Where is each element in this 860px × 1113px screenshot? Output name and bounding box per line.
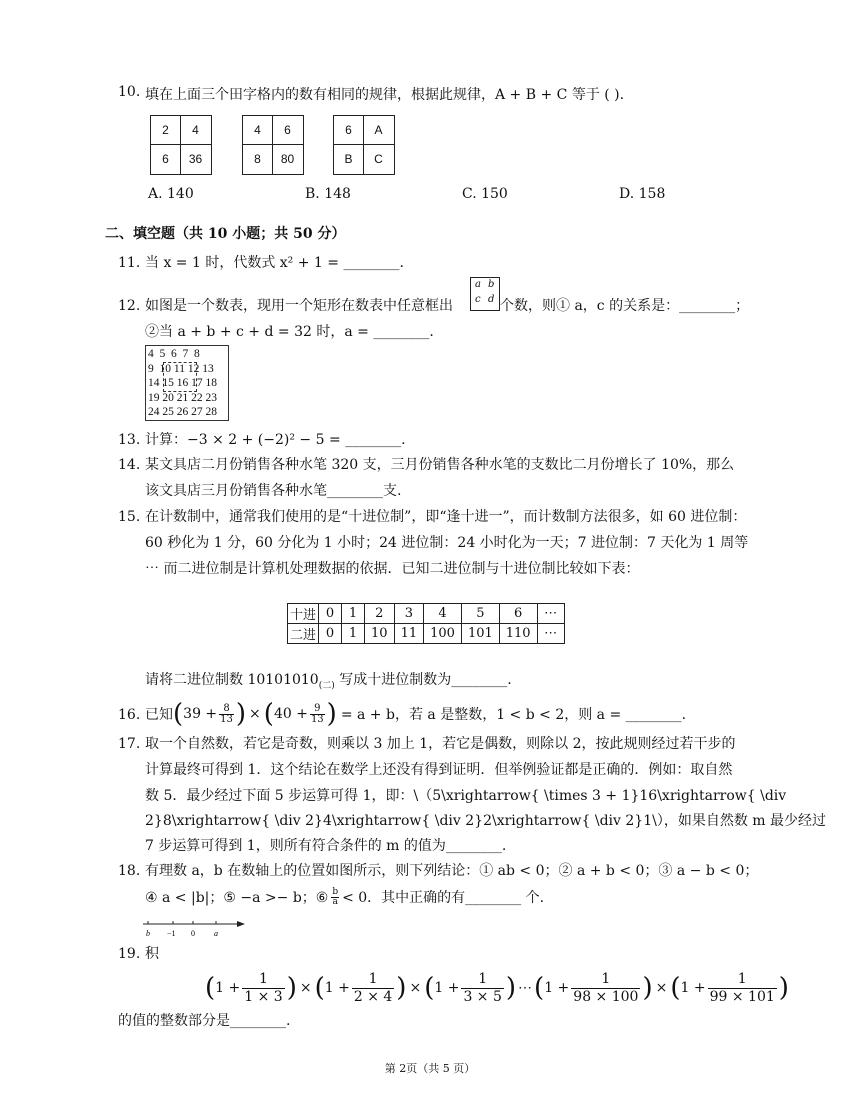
fraction-numerator: 1 [708,971,777,989]
grid-1-cell: 2 [162,123,169,137]
table-cell: ⋯ [537,604,564,624]
q16-fraction-1 [219,704,234,725]
paren-close: ) [778,973,789,1003]
q15-ask-suffix: 写成十进位制数为________. [334,672,512,688]
q15-ask-prefix: 请将二进位制数 10101010 [145,672,319,688]
table-cell: 11 [394,624,424,644]
q16-term2: 40 + [273,706,308,722]
paren-open: ( [424,973,435,1003]
table-cell: 十进 [288,604,319,624]
fraction-numerator: 1 [461,971,503,989]
q11-number: 11. [118,255,141,271]
times-sign: × [249,706,261,722]
q10-text: 填在上面三个田字格内的数有相同的规律，根据此规律，A + B + C 等于 ( ). [145,87,625,103]
binary-table [287,603,565,644]
table-cell: 0 [319,604,342,624]
grid-2-cell: 80 [280,152,295,166]
number-table-row: 9 10 11 12 13 [148,362,214,375]
number-line [143,918,245,940]
q12-number: 12. [118,298,141,314]
q15-ask-subscript: (二) [318,680,335,691]
q16-post: = a + b，若 a 是整数，1 < b < 2，则 a = ________. [340,707,687,723]
grid-2-cell: 6 [284,123,291,137]
grid-3-cell: A [374,123,383,137]
grid-1-cell: 6 [162,152,169,166]
table-cell: 2 [365,604,395,624]
q17-line1: 取一个自然数，若它是奇数，则乘以 3 加上 1，若它是偶数，则除以 2，按此规则经过若干步的 [145,736,736,752]
fraction-numerator: 1 [352,971,394,989]
q18-fraction [331,888,339,907]
fraction-denominator: a [332,896,338,907]
paren-close: ) [235,699,247,729]
paren-open: ( [314,973,325,1003]
q17-line5: 7 步运算可得到 1，则所有符合条件的 m 的值为________. [145,838,507,854]
q19-fraction-1 [242,971,284,1006]
fraction-denominator: 1 × 3 [244,988,283,1005]
table-cell: 101 [461,624,499,644]
q19-product: ( 1 + $\frac{1}{1 \times 3}$ ) × ( 1 + $\frac{1}{2 \times 4}$ ) × ( 1 + $\frac{1}{3 \times 5}$ ) ⋯ ( 1 + $\frac{1}{98 \times 100}$ ) × ( 1 + $\frac{1}{99 \times 101}$ ) [205,970,789,1005]
fraction-denominator: 2 × 4 [353,988,393,1005]
paren-close: ) [326,699,337,729]
mini-d: d [488,294,495,305]
grid-1-cell: 36 [188,152,203,166]
fraction-denominator: 3 × 5 [463,988,502,1005]
fraction-numerator: 8 [219,704,234,715]
q17-line2: 计算最终可得到 1．这个结论在数学上还没有得到证明．但举例验证都是正确的．例如：取自然 [145,762,733,778]
table-cell: 100 [424,624,462,644]
number-table-row: 14 15 16 17 18 [148,377,217,389]
binary-table-row-binary [288,624,565,644]
section-heading: 二、填空题（共 10 小题；共 50 分） [105,226,346,242]
q18-number: 18. [118,863,141,879]
q16-text [145,696,686,732]
q12-line2: ②当 a + b + c + d = 32 时，a = ________. [145,324,434,340]
table-cell: 3 [394,604,424,624]
table-cell: 二进 [288,624,319,644]
number-table-row: 19 20 21 22 23 [148,391,217,404]
q13-number: 13. [118,432,141,448]
mini-c: c [475,294,481,305]
paren-open: ( [173,699,184,729]
grid-2-cell: 8 [254,152,261,166]
fraction-denominator: 13 [220,713,233,725]
q10-option-d: D. 158 [619,186,666,202]
paren-close: ) [286,973,297,1003]
grid-3-cell: B [344,152,353,166]
table-cell: 6 [499,604,537,624]
q19-head: 积 [145,946,159,962]
q15-ask [145,670,512,696]
paren-open: ( [534,973,545,1003]
q15-line1: 在计数制中，通常我们使用的是“十进位制”，即“逢十进一”，而计数制方法很多，如 60 进位制： [145,509,747,525]
axis-label-b: b [146,929,150,938]
q16-number: 16. [118,707,141,723]
q11-text: 当 x = 1 时，代数式 x² + 1 = ________. [145,255,404,271]
q14-line2: 该文具店三月份销售各种水笔________支. [145,483,402,499]
grid-3 [333,115,395,175]
table-cell: 10 [365,624,395,644]
fraction-numerator: b [332,886,339,897]
q16-term1: 39 + [183,706,218,722]
table-cell: 4 [424,604,462,624]
q19-fraction-3 [461,971,503,1006]
q18-line1: 有理数 a，b 在数轴上的位置如图所示，则下列结论：① ab < 0；② a + b < 0；③ a − b < 0； [145,863,759,879]
fraction-numerator: 1 [242,971,284,989]
q15-line3: ⋯ 而二进位制是计算机处理数据的依据．已知二进位制与十进位制比较如下表： [145,561,640,577]
fraction-denominator: 99 × 101 [709,988,775,1005]
q19-fraction-5 [708,971,777,1006]
q16-pre: 已知 [145,707,173,723]
q13-text: 计算：−3 × 2 + (−2)² − 5 = ________. [145,432,406,448]
paren-open: ( [263,699,274,729]
selection-rectangle [163,362,197,392]
q19-number: 19. [118,946,141,962]
q15-line2: 60 秒化为 1 分，60 分化为 1 小时；24 进位制：24 小时化为一天；7 进位制：7 天化为 1 周等 [145,535,749,551]
page-footer: 第 2页（共 5 页） [384,1062,476,1075]
paren-close: ) [642,973,653,1003]
number-table-row: 24 25 26 27 28 [148,406,217,418]
q10-option-a: A. 140 [148,186,194,202]
q18-line2a: ④ a < |b|；⑤ −a >− b；⑥ [145,890,329,906]
q17-line3: 数 5．最少经过下面 5 步运算可得 1，即：\（5\xrightarrow{ \times 3 + 1}16\xrightarrow{ \div [145,788,787,804]
mini-a: a [475,279,481,290]
q17-number: 17. [118,736,141,752]
fraction-denominator: 13 [310,713,324,725]
fraction-denominator: 98 × 100 [573,988,639,1005]
number-table [145,345,229,421]
axis-label-minus-one: −1 [167,929,176,938]
grid-3-cell: 6 [345,123,352,137]
q19-fraction-2 [352,971,394,1006]
q10-option-c: C. 150 [462,186,508,202]
table-cell: 0 [319,624,342,644]
table-cell: 1 [342,604,365,624]
binary-table-row-decimal [288,604,565,624]
q19-fraction-4 [571,971,640,1006]
q10-number: 10. [118,84,141,100]
axis-label-a: a [214,929,218,938]
grid-3-cell: C [374,152,383,166]
q18-line2b: < 0．其中正确的有________ 个. [342,890,545,906]
fraction-numerator: 9 [310,704,325,715]
grid-2-cell: 4 [254,123,261,137]
q16-fraction-2 [310,704,325,725]
q12-mini-box [470,277,500,311]
q14-number: 14. [118,457,141,473]
mini-b: b [488,279,495,290]
q17-line4: 2}8\xrightarrow{ \div 2}4\xrightarrow{ \div 2}2\xrightarrow{ \div 2}1\），如果自然数 m 最少经过 [145,813,826,829]
grid-1-cell: 4 [192,123,199,137]
q12-line1a: 如图是一个数表，现用一个矩形在数表中任意框出 [145,298,453,314]
q18-line2 [145,884,544,910]
paren-open: ( [205,973,216,1003]
grid-2 [242,115,304,175]
paren-close: ) [505,973,517,1003]
paren-close: ) [396,973,407,1003]
table-cell: 5 [461,604,499,624]
q10-option-b: B. 148 [305,186,351,202]
q19-tail: 的值的整数部分是________. [118,1013,291,1029]
number-table-row: 4 5 6 7 8 [148,348,200,360]
q14-line1: 某文具店二月份销售各种水笔 320 支，三月份销售各种水笔的支数比二月份增长了 10%，那么 [145,457,735,473]
grid-1 [150,115,212,175]
q15-number: 15. [118,509,141,525]
table-cell: 1 [342,624,365,644]
paren-open: ( [670,973,681,1003]
fraction-numerator: 1 [571,971,640,989]
q12-line1b: 个数，则① a，c 的关系是：________； [500,298,750,314]
table-cell: ⋯ [537,624,564,644]
axis-label-zero: 0 [191,929,195,938]
table-cell: 110 [499,624,537,644]
